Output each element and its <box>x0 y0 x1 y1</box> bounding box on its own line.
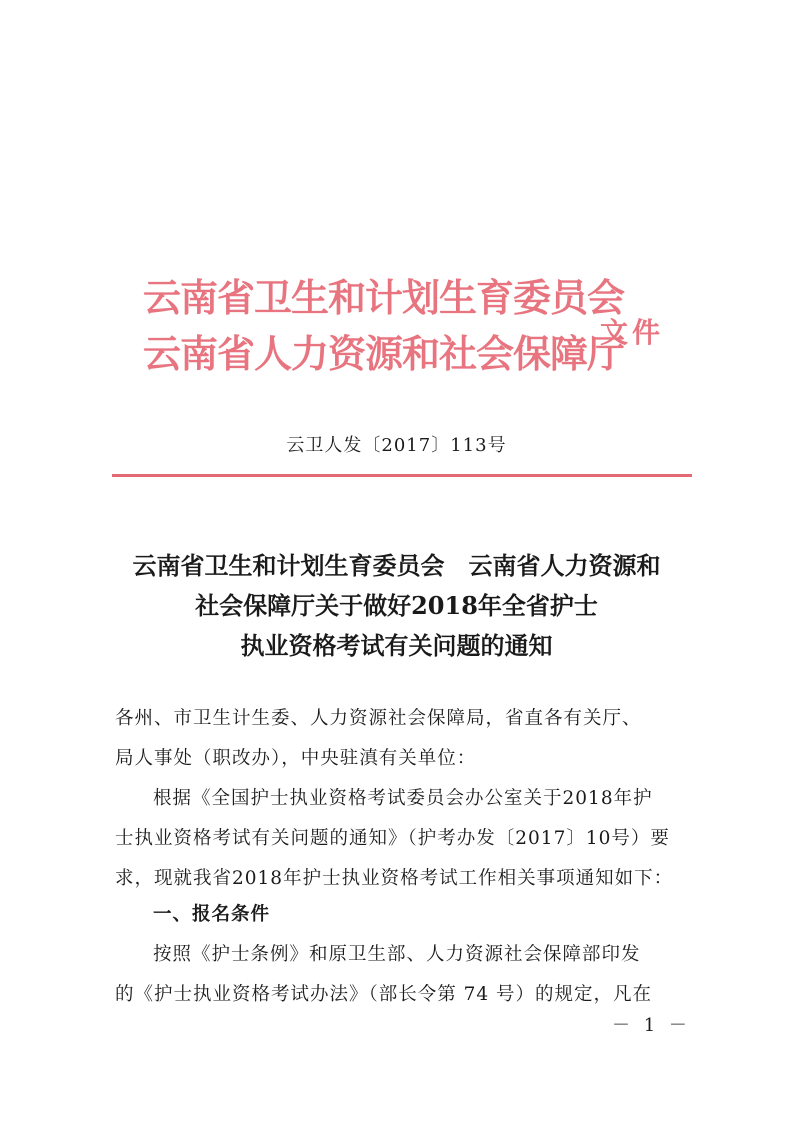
title-line-2: 社会保障厅关于做好2018年全省护士 <box>195 591 598 620</box>
document-number: 云卫人发〔2017〕113号 <box>286 435 507 456</box>
header-org-line-1: 云南省卫生和计划生育委员会 <box>143 276 625 320</box>
title-line-3: 执业资格考试有关问题的通知 <box>240 631 553 660</box>
page-number: － 1 － <box>612 1015 691 1036</box>
paragraph-line-3: 求，现就我省2018年护士执业资格考试工作相关事项通知如下： <box>115 868 674 889</box>
section-heading: 一、报名条件 <box>153 904 271 925</box>
paragraph-line-2: 士执业资格考试有关问题的通知》（护考办发〔2017〕10号）要 <box>115 828 670 849</box>
paragraph-line-5: 的《护士执业资格考试办法》（部长令第 74 号）的规定，凡在 <box>115 984 653 1005</box>
paragraph-line-1: 根据《全国护士执业资格考试委员会办公室关于2018年护 <box>153 788 653 809</box>
header-org-line-2: 云南省人力资源和社会保障厅 <box>143 332 625 376</box>
header-divider <box>112 474 692 477</box>
paragraph-line-4: 按照《护士条例》和原卫生部、人力资源社会保障部印发 <box>153 944 641 965</box>
title-line-1: 云南省卫生和计划生育委员会 云南省人力资源和 <box>132 551 661 580</box>
addressee-line-2: 局人事处（职改办），中央驻滇有关单位： <box>115 748 477 769</box>
addressee-line-1: 各州、市卫生计生委、人力资源社会保障局，省直各有关厅、 <box>115 708 642 729</box>
header-suffix: 文件 <box>600 316 665 349</box>
